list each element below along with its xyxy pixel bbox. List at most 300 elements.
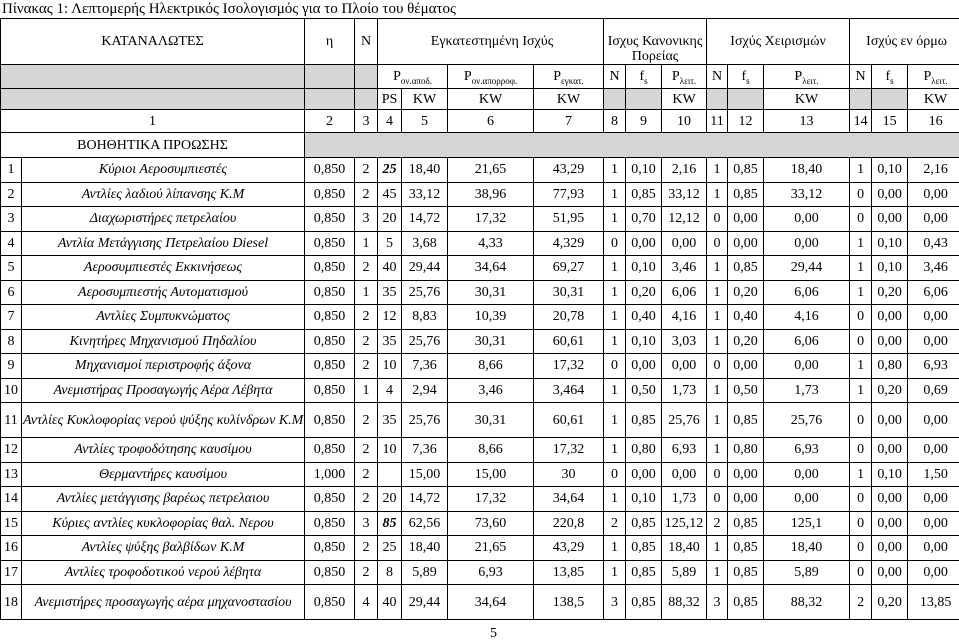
cell-f3: 0,00 bbox=[872, 487, 908, 512]
column-number: 9 bbox=[626, 110, 662, 133]
cell-f2: 0,85 bbox=[728, 511, 764, 536]
eta-header: η bbox=[305, 19, 355, 65]
cell-n1: 1 bbox=[604, 487, 626, 512]
cell-p1: 1,73 bbox=[662, 487, 707, 512]
cell-pinst: 60,61 bbox=[534, 329, 604, 354]
cell-p3: 6,93 bbox=[908, 354, 959, 379]
row-index: 15 bbox=[1, 511, 22, 536]
cell-p3: 0,00 bbox=[908, 305, 959, 330]
cell-p1: 18,40 bbox=[662, 536, 707, 561]
cell-p2: 0,00 bbox=[764, 354, 850, 379]
cell-p3: 0,43 bbox=[908, 231, 959, 256]
cell-p1: 4,16 bbox=[662, 305, 707, 330]
cell-p3: 6,06 bbox=[908, 280, 959, 305]
cell-pinst: 138,5 bbox=[534, 585, 604, 620]
cell-n3: 1 bbox=[850, 280, 872, 305]
cell-pabs: 21,65 bbox=[448, 158, 534, 183]
cell-pabs: 15,00 bbox=[448, 462, 534, 487]
consumer-name: Αντλίες λαδιού λίπανσης Κ.Μ bbox=[22, 182, 305, 207]
blank-cell bbox=[728, 89, 764, 110]
cell-n3: 1 bbox=[850, 354, 872, 379]
column-number: 12 bbox=[728, 110, 764, 133]
cell-eta: 0,850 bbox=[305, 182, 355, 207]
p1-header: $P_{\lambda\varepsilon\iota\tau.}$ bbox=[662, 65, 707, 89]
p-egkat-header: $P_{\varepsilon\gamma\kappa\alpha\tau.}$ bbox=[534, 65, 604, 89]
n1-header: N bbox=[604, 65, 626, 89]
cell-ps: 35 bbox=[378, 329, 402, 354]
cell-pabs: 21,65 bbox=[448, 536, 534, 561]
cell-f3: 0,80 bbox=[872, 354, 908, 379]
cell-n2: 1 bbox=[707, 280, 728, 305]
cell-p1: 0,00 bbox=[662, 354, 707, 379]
cell-p3: 0,00 bbox=[908, 511, 959, 536]
table-row bbox=[1, 378, 959, 403]
consumer-name: Κύριοι Αεροσυμπιεστές bbox=[22, 158, 305, 183]
blank-cell bbox=[355, 89, 378, 110]
cell-pabs: 8,66 bbox=[448, 438, 534, 463]
cell-f2: 0,40 bbox=[728, 305, 764, 330]
consumer-name: Αντλίες Κυκλοφορίας νερού ψύξης κυλίνδρων Κ.Μ bbox=[22, 403, 305, 438]
cell-eta: 0,850 bbox=[305, 305, 355, 330]
cell-ps: 8 bbox=[378, 560, 402, 585]
cell-n: 2 bbox=[355, 329, 378, 354]
row-index: 11 bbox=[1, 403, 22, 438]
cell-eta: 1,000 bbox=[305, 462, 355, 487]
cell-f1: 0,85 bbox=[626, 560, 662, 585]
row-index: 4 bbox=[1, 231, 22, 256]
consumer-name: Θερμαντήρες καυσίμου bbox=[22, 462, 305, 487]
cell-pinst: 4,329 bbox=[534, 231, 604, 256]
cell-pon: 8,83 bbox=[402, 305, 448, 330]
cell-p2: 88,32 bbox=[764, 585, 850, 620]
cell-f2: 0,20 bbox=[728, 280, 764, 305]
cell-ps: 25 bbox=[378, 536, 402, 561]
cell-pinst: 51,95 bbox=[534, 207, 604, 232]
unit-kw: KW bbox=[534, 89, 604, 110]
row-index: 8 bbox=[1, 329, 22, 354]
cell-pabs: 34,64 bbox=[448, 256, 534, 281]
cell-n2: 1 bbox=[707, 305, 728, 330]
blank-cell bbox=[626, 89, 662, 110]
consumer-name: Αντλίες τροφοδότησης καυσίμου bbox=[22, 438, 305, 463]
cell-f2: 0,85 bbox=[728, 182, 764, 207]
cell-eta: 0,850 bbox=[305, 256, 355, 281]
table-row bbox=[1, 487, 959, 512]
consumer-name: Αντλίες Συμπυκνώματος bbox=[22, 305, 305, 330]
table-row bbox=[1, 329, 959, 354]
cell-n3: 1 bbox=[850, 462, 872, 487]
consumer-name: Αντλίες ψύξης βαλβίδων Κ.Μ bbox=[22, 536, 305, 561]
cell-f2: 0,00 bbox=[728, 231, 764, 256]
cell-p1: 0,00 bbox=[662, 462, 707, 487]
cell-p3: 0,00 bbox=[908, 329, 959, 354]
cell-p1: 5,89 bbox=[662, 560, 707, 585]
column-number: 8 bbox=[604, 110, 626, 133]
n3-header: N bbox=[850, 65, 872, 89]
cell-pon: 25,76 bbox=[402, 280, 448, 305]
consumer-name: Αντλίες τροφοδοτικού νερού λέβητα bbox=[22, 560, 305, 585]
cell-n3: 0 bbox=[850, 511, 872, 536]
cell-n2: 0 bbox=[707, 462, 728, 487]
cell-p1: 88,32 bbox=[662, 585, 707, 620]
cell-n2: 1 bbox=[707, 378, 728, 403]
column-number: 16 bbox=[908, 110, 959, 133]
cell-p2: 18,40 bbox=[764, 158, 850, 183]
cell-n: 2 bbox=[355, 354, 378, 379]
column-number: 4 bbox=[378, 110, 402, 133]
cell-p2: 5,89 bbox=[764, 560, 850, 585]
maneuvering-header: Ισχύς Χειρισμών bbox=[707, 19, 850, 65]
table-row bbox=[1, 585, 959, 620]
cell-p1: 0,00 bbox=[662, 231, 707, 256]
cell-f3: 0,00 bbox=[872, 305, 908, 330]
cell-p2: 0,00 bbox=[764, 462, 850, 487]
cell-p2: 4,16 bbox=[764, 305, 850, 330]
cell-f3: 0,20 bbox=[872, 585, 908, 620]
cell-f2: 0,00 bbox=[728, 487, 764, 512]
consumer-name: Κύριες αντλίες κυκλοφορίας θαλ. Νερου bbox=[22, 511, 305, 536]
cell-n: 2 bbox=[355, 487, 378, 512]
cell-n: 1 bbox=[355, 231, 378, 256]
column-number: 1 bbox=[1, 110, 305, 133]
aux-propulsion-section: ΒΟΗΘΗΤΙΚΑ ΠΡΟΩΣΗΣ bbox=[1, 133, 305, 158]
cell-p3: 2,16 bbox=[908, 158, 959, 183]
cell-p1: 2,16 bbox=[662, 158, 707, 183]
cell-p2: 0,00 bbox=[764, 207, 850, 232]
consumer-name: Διαχωριστήρες πετρελαίου bbox=[22, 207, 305, 232]
cell-n1: 1 bbox=[604, 329, 626, 354]
cell-f1: 0,40 bbox=[626, 305, 662, 330]
cell-pon: 15,00 bbox=[402, 462, 448, 487]
cell-p1: 1,73 bbox=[662, 378, 707, 403]
page-number: 5 bbox=[490, 626, 497, 641]
column-number: 11 bbox=[707, 110, 728, 133]
cell-pinst: 34,64 bbox=[534, 487, 604, 512]
header-row-symbols bbox=[1, 65, 959, 89]
cell-eta: 0,850 bbox=[305, 585, 355, 620]
cell-pabs: 34,64 bbox=[448, 585, 534, 620]
cell-pon: 2,94 bbox=[402, 378, 448, 403]
column-number: 15 bbox=[872, 110, 908, 133]
cell-p2: 125,1 bbox=[764, 511, 850, 536]
cell-pabs: 73,60 bbox=[448, 511, 534, 536]
cell-f3: 0,10 bbox=[872, 462, 908, 487]
cell-pinst: 20,78 bbox=[534, 305, 604, 330]
row-index: 13 bbox=[1, 462, 22, 487]
cell-p1: 33,12 bbox=[662, 182, 707, 207]
consumers-header: ΚΑΤΑΝΑΛΩΤΕΣ bbox=[1, 19, 305, 65]
cell-f1: 0,10 bbox=[626, 158, 662, 183]
cell-eta: 0,850 bbox=[305, 207, 355, 232]
cell-f1: 0,85 bbox=[626, 403, 662, 438]
cell-pinst: 43,29 bbox=[534, 536, 604, 561]
cell-pinst: 13,85 bbox=[534, 560, 604, 585]
cell-p2: 6,06 bbox=[764, 329, 850, 354]
blank-cell bbox=[707, 89, 728, 110]
p3-header: $P_{\lambda\varepsilon\iota\tau.}$ bbox=[908, 65, 959, 89]
p-on-aporr-header: $P_{o\nu.\alpha\pi o\rho\rho o\varphi.}$ bbox=[448, 65, 534, 89]
cell-pabs: 30,31 bbox=[448, 403, 534, 438]
consumer-name: Αεροσυμπιεστές Εκκινήσεως bbox=[22, 256, 305, 281]
cell-f1: 0,85 bbox=[626, 536, 662, 561]
cell-ps: 35 bbox=[378, 403, 402, 438]
cell-f2: 0,20 bbox=[728, 329, 764, 354]
cell-n1: 1 bbox=[604, 438, 626, 463]
cell-n2: 1 bbox=[707, 182, 728, 207]
fs1-header: $f_s$ bbox=[626, 65, 662, 89]
cell-pon: 5,89 bbox=[402, 560, 448, 585]
cell-n: 4 bbox=[355, 585, 378, 620]
row-index: 17 bbox=[1, 560, 22, 585]
cell-pon: 7,36 bbox=[402, 354, 448, 379]
cell-pinst: 60,61 bbox=[534, 403, 604, 438]
cell-ps bbox=[378, 158, 402, 183]
blank-cell bbox=[305, 65, 355, 89]
cell-f3: 0,10 bbox=[872, 158, 908, 183]
table-row bbox=[1, 438, 959, 463]
cell-n2: 1 bbox=[707, 438, 728, 463]
cell-f3: 0,00 bbox=[872, 403, 908, 438]
cell-f3: 0,20 bbox=[872, 280, 908, 305]
column-number: 5 bbox=[402, 110, 448, 133]
cell-pon: 14,72 bbox=[402, 207, 448, 232]
table-row bbox=[1, 207, 959, 232]
table-row bbox=[1, 536, 959, 561]
cell-p2: 18,40 bbox=[764, 536, 850, 561]
cell-n3: 1 bbox=[850, 158, 872, 183]
table-row bbox=[1, 354, 959, 379]
cell-ps: 5 bbox=[378, 231, 402, 256]
table-row bbox=[1, 158, 959, 183]
cell-pon: 3,68 bbox=[402, 231, 448, 256]
row-index: 16 bbox=[1, 536, 22, 561]
cell-n: 2 bbox=[355, 536, 378, 561]
cell-f2: 0,85 bbox=[728, 403, 764, 438]
cell-eta: 0,850 bbox=[305, 560, 355, 585]
cell-f3: 0,00 bbox=[872, 511, 908, 536]
cell-p3: 0,00 bbox=[908, 403, 959, 438]
cell-eta: 0,850 bbox=[305, 511, 355, 536]
unit-kw: KW bbox=[448, 89, 534, 110]
blank-cell bbox=[850, 89, 872, 110]
header-row-column-numbers bbox=[1, 110, 959, 133]
table-row bbox=[1, 560, 959, 585]
cell-p2: 6,93 bbox=[764, 438, 850, 463]
cell-n1: 1 bbox=[604, 207, 626, 232]
cell-p2: 33,12 bbox=[764, 182, 850, 207]
ps-value-emphasis: 85 bbox=[382, 515, 397, 531]
harbour-header: Ισχύς εν όρμω bbox=[850, 19, 959, 65]
table-row bbox=[1, 462, 959, 487]
unit-kw: KW bbox=[402, 89, 448, 110]
cell-n3: 0 bbox=[850, 487, 872, 512]
cell-pon: 25,76 bbox=[402, 403, 448, 438]
cell-n1: 1 bbox=[604, 158, 626, 183]
table-caption: Πίνακας 1: Λεπτομερής Ηλεκτρικός Ισολογισμός για το Πλοίο του θέματος bbox=[2, 1, 456, 17]
cell-n1: 1 bbox=[604, 378, 626, 403]
cell-n: 2 bbox=[355, 560, 378, 585]
cell-p3: 1,50 bbox=[908, 462, 959, 487]
cell-ps: 20 bbox=[378, 487, 402, 512]
cell-n3: 1 bbox=[850, 231, 872, 256]
cell-n: 3 bbox=[355, 511, 378, 536]
cell-p1: 125,12 bbox=[662, 511, 707, 536]
cell-f2: 0,85 bbox=[728, 560, 764, 585]
electrical-balance-table bbox=[0, 18, 959, 620]
cell-p1: 3,46 bbox=[662, 256, 707, 281]
cell-f3: 0,00 bbox=[872, 207, 908, 232]
cell-p3: 0,00 bbox=[908, 487, 959, 512]
cell-p3: 3,46 bbox=[908, 256, 959, 281]
cell-pabs: 4,33 bbox=[448, 231, 534, 256]
cell-ps: 40 bbox=[378, 585, 402, 620]
cell-p2: 29,44 bbox=[764, 256, 850, 281]
cell-pon: 33,12 bbox=[402, 182, 448, 207]
blank-cell bbox=[355, 65, 378, 89]
row-index: 5 bbox=[1, 256, 22, 281]
cell-f2: 0,85 bbox=[728, 158, 764, 183]
cell-n: 1 bbox=[355, 280, 378, 305]
cell-f2: 0,50 bbox=[728, 378, 764, 403]
blank-cell bbox=[305, 133, 959, 158]
cell-eta: 0,850 bbox=[305, 378, 355, 403]
column-number: 3 bbox=[355, 110, 378, 133]
cell-p2: 0,00 bbox=[764, 487, 850, 512]
row-index: 18 bbox=[1, 585, 22, 620]
cell-n2: 1 bbox=[707, 560, 728, 585]
cell-p1: 12,12 bbox=[662, 207, 707, 232]
cell-f1: 0,85 bbox=[626, 585, 662, 620]
cell-n2: 0 bbox=[707, 207, 728, 232]
consumer-name: Μηχανισμοί περιστροφής άξονα bbox=[22, 354, 305, 379]
cell-ps: 35 bbox=[378, 280, 402, 305]
cell-n3: 0 bbox=[850, 438, 872, 463]
cell-eta: 0,850 bbox=[305, 280, 355, 305]
cell-p3: 0,00 bbox=[908, 207, 959, 232]
p-on-apod-header: $P_{o\nu.\alpha\pi o\delta.}$ bbox=[378, 65, 448, 89]
table-row bbox=[1, 280, 959, 305]
cell-n1: 1 bbox=[604, 560, 626, 585]
cell-n: 2 bbox=[355, 438, 378, 463]
cell-eta: 0,850 bbox=[305, 487, 355, 512]
cell-pon: 62,56 bbox=[402, 511, 448, 536]
cell-n1: 1 bbox=[604, 280, 626, 305]
cell-f1: 0,10 bbox=[626, 256, 662, 281]
cell-f1: 0,00 bbox=[626, 231, 662, 256]
cell-eta: 0,850 bbox=[305, 329, 355, 354]
cell-n3: 0 bbox=[850, 207, 872, 232]
cell-pon: 14,72 bbox=[402, 487, 448, 512]
cell-f3: 0,20 bbox=[872, 378, 908, 403]
cell-pinst: 17,32 bbox=[534, 438, 604, 463]
row-index: 7 bbox=[1, 305, 22, 330]
cell-ps: 4 bbox=[378, 378, 402, 403]
n-header: N bbox=[355, 19, 378, 65]
cell-n: 2 bbox=[355, 403, 378, 438]
column-number: 13 bbox=[764, 110, 850, 133]
cell-p3: 0,00 bbox=[908, 536, 959, 561]
blank-cell bbox=[872, 89, 908, 110]
cell-ps: 20 bbox=[378, 207, 402, 232]
consumer-name: Αεροσυμπιεστής Αυτοματισμού bbox=[22, 280, 305, 305]
ps-value-emphasis: 25 bbox=[382, 162, 397, 178]
consumer-name: Αντλία Μετάγγισης Πετρελαίου Diesel bbox=[22, 231, 305, 256]
cell-n3: 0 bbox=[850, 403, 872, 438]
cell-n2: 1 bbox=[707, 403, 728, 438]
cell-p2: 6,06 bbox=[764, 280, 850, 305]
cell-n: 2 bbox=[355, 158, 378, 183]
cell-f3: 0,00 bbox=[872, 182, 908, 207]
cell-pinst: 220,8 bbox=[534, 511, 604, 536]
cell-ps: 10 bbox=[378, 354, 402, 379]
cell-f2: 0,00 bbox=[728, 354, 764, 379]
cell-pabs: 30,31 bbox=[448, 329, 534, 354]
cell-f1: 0,85 bbox=[626, 182, 662, 207]
cell-pinst: 43,29 bbox=[534, 158, 604, 183]
cell-f1: 0,10 bbox=[626, 329, 662, 354]
cell-pabs: 3,46 bbox=[448, 378, 534, 403]
table-row bbox=[1, 182, 959, 207]
cell-n: 2 bbox=[355, 182, 378, 207]
cell-n2: 3 bbox=[707, 585, 728, 620]
cell-pabs: 10,39 bbox=[448, 305, 534, 330]
cell-pinst: 3,464 bbox=[534, 378, 604, 403]
cell-p1: 3,03 bbox=[662, 329, 707, 354]
cell-pinst: 30,31 bbox=[534, 280, 604, 305]
blank-cell bbox=[1, 65, 305, 89]
cell-n1: 1 bbox=[604, 182, 626, 207]
table-row bbox=[1, 511, 959, 536]
cell-f2: 0,00 bbox=[728, 207, 764, 232]
cell-n1: 3 bbox=[604, 585, 626, 620]
cell-n1: 1 bbox=[604, 305, 626, 330]
column-number: 6 bbox=[448, 110, 534, 133]
cell-n: 3 bbox=[355, 207, 378, 232]
cell-f2: 0,85 bbox=[728, 585, 764, 620]
p2-header: $P_{\lambda\varepsilon\iota\tau.}$ bbox=[764, 65, 850, 89]
cell-p3: 0,69 bbox=[908, 378, 959, 403]
consumer-name: Ανεμιστήρας Προσαγωγής Αέρα Λέβητα bbox=[22, 378, 305, 403]
fs3-header: $f_s$ bbox=[872, 65, 908, 89]
table-row bbox=[1, 231, 959, 256]
cell-n1: 0 bbox=[604, 462, 626, 487]
cell-n1: 0 bbox=[604, 354, 626, 379]
cell-ps bbox=[378, 511, 402, 536]
cell-f1: 0,20 bbox=[626, 280, 662, 305]
cell-eta: 0,850 bbox=[305, 231, 355, 256]
row-index: 1 bbox=[1, 158, 22, 183]
cell-pabs: 30,31 bbox=[448, 280, 534, 305]
cell-ps: 40 bbox=[378, 256, 402, 281]
cell-eta: 0,850 bbox=[305, 536, 355, 561]
row-index: 6 bbox=[1, 280, 22, 305]
cell-p1: 25,76 bbox=[662, 403, 707, 438]
cell-n: 2 bbox=[355, 462, 378, 487]
cell-n1: 1 bbox=[604, 403, 626, 438]
cell-n2: 1 bbox=[707, 536, 728, 561]
column-number: 2 bbox=[305, 110, 355, 133]
header-row-units bbox=[1, 89, 959, 110]
cell-n1: 0 bbox=[604, 231, 626, 256]
cell-n3: 0 bbox=[850, 182, 872, 207]
cell-pabs: 38,96 bbox=[448, 182, 534, 207]
cell-n3: 0 bbox=[850, 536, 872, 561]
blank-cell bbox=[604, 89, 626, 110]
cell-pinst: 17,32 bbox=[534, 354, 604, 379]
cell-ps bbox=[378, 462, 402, 487]
cell-ps: 10 bbox=[378, 438, 402, 463]
cell-f2: 0,85 bbox=[728, 256, 764, 281]
